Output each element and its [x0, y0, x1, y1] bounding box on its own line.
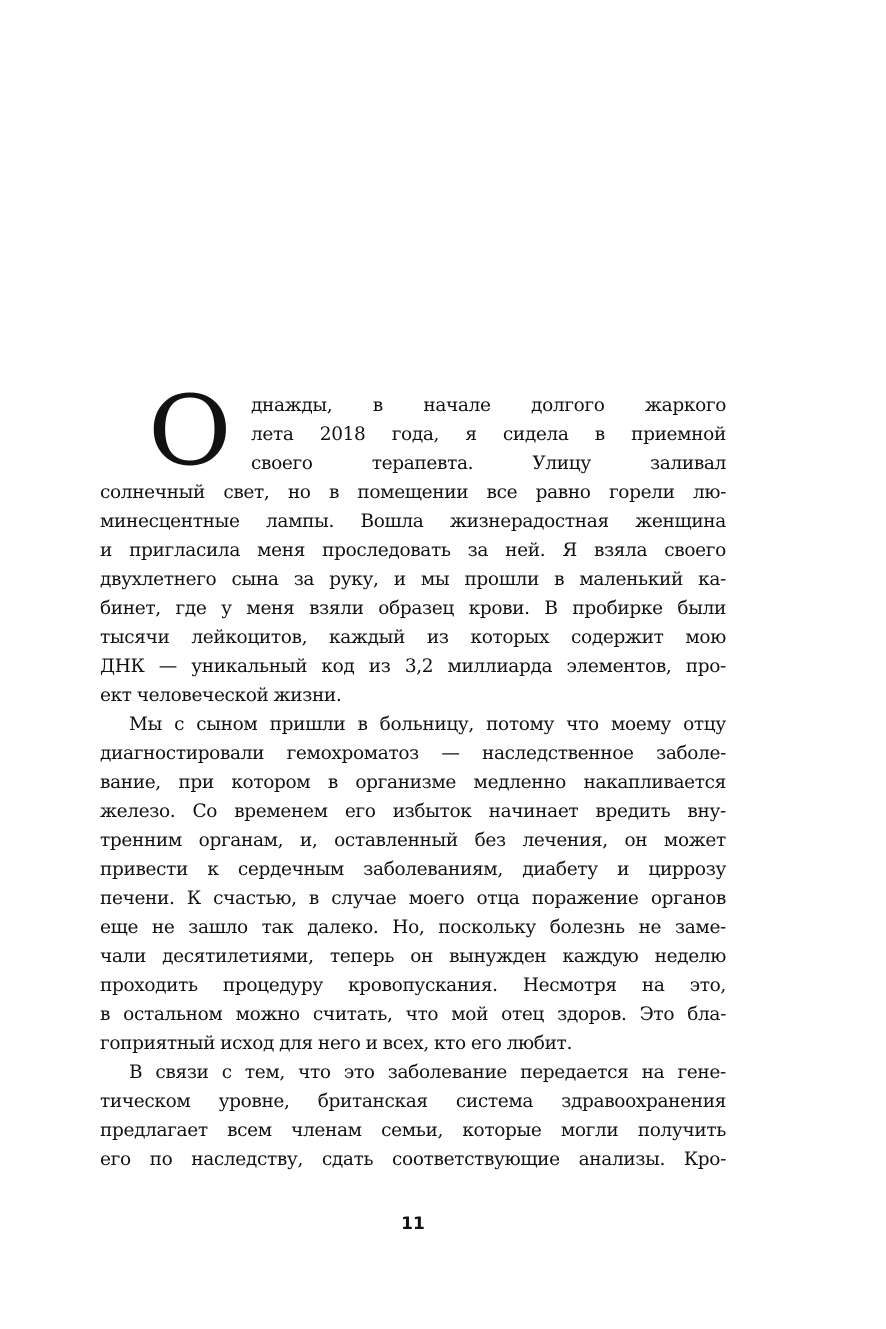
paragraph: [100, 1058, 726, 1174]
text-line: В связи с тем, что это заболевание передается на гене-: [129, 1062, 726, 1083]
drop-cap-letter: О: [148, 374, 232, 488]
text-line: лета 2018 года, я сидела в приемной: [251, 424, 726, 445]
text-line: своего терапевта. Улицу заливал: [251, 453, 726, 474]
text-line: гоприятный исход для него и всех, кто его любит.: [100, 1033, 572, 1054]
text-line: и пригласила меня проследовать за ней. Я взяла своего: [100, 540, 726, 561]
text-line: тысячи лейкоцитов, каждый из которых содержит мою: [100, 627, 726, 648]
text-line: железо. Со временем его избыток начинает вредить вну-: [100, 801, 726, 822]
text-line: Мы с сыном пришли в больницу, потому что моему отцу: [129, 714, 726, 735]
text-line: привести к сердечным заболеваниям, диабету и циррозу: [100, 859, 726, 880]
text-line: ект человеческой жизни.: [100, 685, 342, 706]
paragraph: [100, 710, 726, 1058]
text-line: вание, при котором в организме медленно накапливается: [100, 772, 726, 793]
text-line: его по наследству, сдать соответствующие анализы. Кро-: [100, 1149, 726, 1170]
text-line: печени. К счастью, в случае моего отца поражение органов: [100, 888, 726, 909]
body-text: [100, 391, 726, 1174]
text-line: диагностировали гемохроматоз — наследственное заболе-: [100, 743, 726, 764]
text-line: тическом уровне, британская система здравоохранения: [100, 1091, 726, 1112]
text-line: чали десятилетиями, теперь он вынужден каждую неделю: [100, 946, 726, 967]
text-line: солнечный свет, но в помещении все равно горели лю-: [100, 482, 726, 503]
text-line: минесцентные лампы. Вошла жизнерадостная женщина: [100, 511, 726, 532]
text-line: проходить процедуру кровопускания. Несмотря на это,: [100, 975, 726, 996]
text-line: ДНК — уникальный код из 3,2 миллиарда элементов, про-: [100, 656, 726, 677]
text-line: предлагает всем членам семьи, которые могли получить: [100, 1120, 726, 1141]
text-line: двухлетнего сына за руку, и мы прошли в маленький ка-: [100, 569, 726, 590]
text-line: тренним органам, и, оставленный без лечения, он может: [100, 830, 726, 851]
paragraph: [100, 391, 726, 710]
text-line: днажды, в начале долгого жаркого: [251, 395, 726, 416]
page-number: 11: [401, 1214, 425, 1234]
text-line: в остальном можно считать, что мой отец здоров. Это бла-: [100, 1004, 726, 1025]
text-line: бинет, где у меня взяли образец крови. В пробирке были: [100, 598, 726, 619]
text-line: еще не зашло так далеко. Но, поскольку болезнь не заме-: [100, 917, 726, 938]
